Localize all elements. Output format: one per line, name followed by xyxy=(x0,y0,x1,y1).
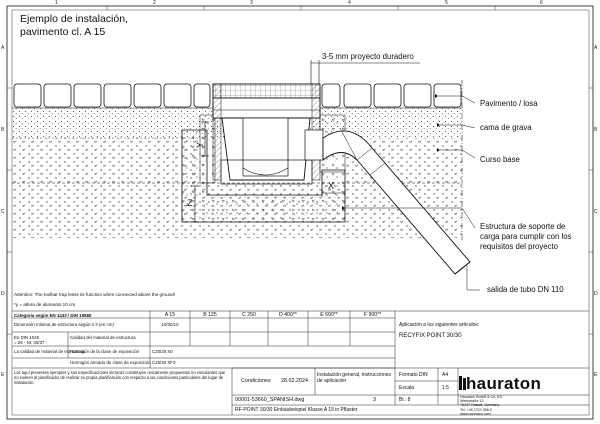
grid-label-top-4: 4 xyxy=(348,0,351,6)
row3-value: C20/25 X0 xyxy=(152,349,173,354)
grid-label-side-d-right: D xyxy=(594,291,598,297)
grid-label-side-b: B xyxy=(1,127,5,133)
scale-label: Escala xyxy=(399,385,415,391)
note-attention: Attention: The toolbar trap lesss its function when connected above the ground! xyxy=(14,292,176,297)
row4-value: C25/30 XF3 xyxy=(152,360,176,365)
row2-c: Calidad del material de estructura xyxy=(70,335,136,340)
drawing-title-line2: pavimento cl. A 15 xyxy=(20,26,106,38)
callout-paving: Pavimento / losa xyxy=(480,99,538,108)
table-heading: Categoría según EN 1433 / DIN 19580 xyxy=(14,313,92,318)
callout-gravel: cama de grava xyxy=(480,123,532,132)
callout-base: Curso base xyxy=(480,155,520,164)
drawing-title-line1: Ejemplo de instalación, xyxy=(20,13,128,25)
dimension-z: Z xyxy=(187,198,193,208)
grid-label-top-3: 3 xyxy=(250,0,253,6)
instructions-text: Instalación general, instrucciones de aplicación xyxy=(317,372,391,384)
grid-label-side-d: D xyxy=(1,291,5,297)
row1-value: 10/30/10 xyxy=(161,322,179,327)
class-c250: C 250 xyxy=(242,312,256,318)
dimension-y: Y xyxy=(195,141,206,149)
class-d400: D 400** xyxy=(279,312,297,318)
conditions-date: 28.02.2024 xyxy=(281,378,308,384)
application-label: Aplicación a los siguientes artículos: xyxy=(399,322,480,328)
format-label: Formato DIN xyxy=(399,372,428,378)
conditions-label: Condiciones xyxy=(241,378,271,384)
doc-id: 00001-53660_SPANISH.dwg xyxy=(235,397,305,403)
sheet-label: Bl.: 8 xyxy=(399,397,411,403)
grid-label-top-5: 5 xyxy=(445,0,448,6)
callout-structure xyxy=(480,222,590,252)
callout-structure-line1: Estructura de soporte de xyxy=(480,222,566,231)
grid-label-top-6: 6 xyxy=(540,0,543,6)
grid-label-side-e: E xyxy=(1,372,5,378)
grid-label-top-2: 2 xyxy=(153,0,156,6)
company-line5: www.hauraton.com xyxy=(460,411,491,416)
class-f900: F 900** xyxy=(363,312,382,318)
row3-label: La calidad de material de estructura: xyxy=(14,349,86,354)
class-b125: B 125 xyxy=(203,312,217,318)
drawing-title xyxy=(20,13,190,39)
row4-c: Hormigón armado de clase de exposición xyxy=(70,360,151,365)
class-e600: E 600** xyxy=(320,312,338,318)
callout-pipe-outlet: salida de tubo DN 110 xyxy=(487,285,564,294)
disclaimer-text: Los aquí presentes ejemplos y sus especificaciones técnicas constituyen únicamente propuestas no vinculantes que no eximen al planificador de realizar su propia planificación con respecto a las condiciones particulares del lugar de instalación. xyxy=(14,370,226,385)
grid-label-side-b-right: B xyxy=(594,127,598,133)
scale-value: 1:5 xyxy=(442,385,449,391)
grid-label-side-c: C xyxy=(1,209,5,215)
callout-dimension-top: 3-5 mm proyecto duradero xyxy=(322,52,414,61)
company-line1: Hauraton GmbH & Co. KG xyxy=(460,395,503,399)
company-line3: 76437 Rastatt, Germany xyxy=(460,403,500,408)
doc-revision: 3 xyxy=(373,397,376,403)
hauraton-logo-text: hauraton xyxy=(466,374,542,393)
company-address xyxy=(460,395,588,416)
grid-label-side-a-right: A xyxy=(594,45,598,51)
grid-label-top-1: 1 xyxy=(55,0,58,6)
note-height: *y = altura de alumaoto 10 cm xyxy=(14,302,76,307)
grating xyxy=(213,84,320,98)
company-line2: Werkstraße 13 xyxy=(460,399,484,404)
class-a15: A 15 xyxy=(164,312,176,318)
dimension-x: X xyxy=(328,181,335,191)
hauraton-logo-mark xyxy=(459,376,466,390)
format-value: A4 xyxy=(442,372,449,378)
drawing-description: RF-POINT 30/30 Einbaubeispiel Klasse A 15 in Pflaster xyxy=(235,407,358,413)
article-name: RECYFIX POINT 30/30 xyxy=(399,333,462,339)
grid-label-side-c-right: C xyxy=(594,209,598,215)
row3-c: Hormigón de la clase de exposición xyxy=(70,349,140,354)
row2-a: En DIN 1045 xyxy=(14,335,40,340)
grid-label-side-e-right: E xyxy=(594,372,598,378)
grid-label-side-a: A xyxy=(1,45,5,51)
row1-label: Dimensión mínima de estructura según n 3 (en cm) xyxy=(14,322,114,327)
row2-b: = 25 - Nr. 30/37 - xyxy=(14,340,48,345)
callout-structure-line2: carga para cumplir con los xyxy=(480,232,572,241)
company-line4: Tel. +49 7222 958-0 xyxy=(460,407,492,412)
callout-structure-line3: requisitos del proyecto xyxy=(480,242,559,251)
